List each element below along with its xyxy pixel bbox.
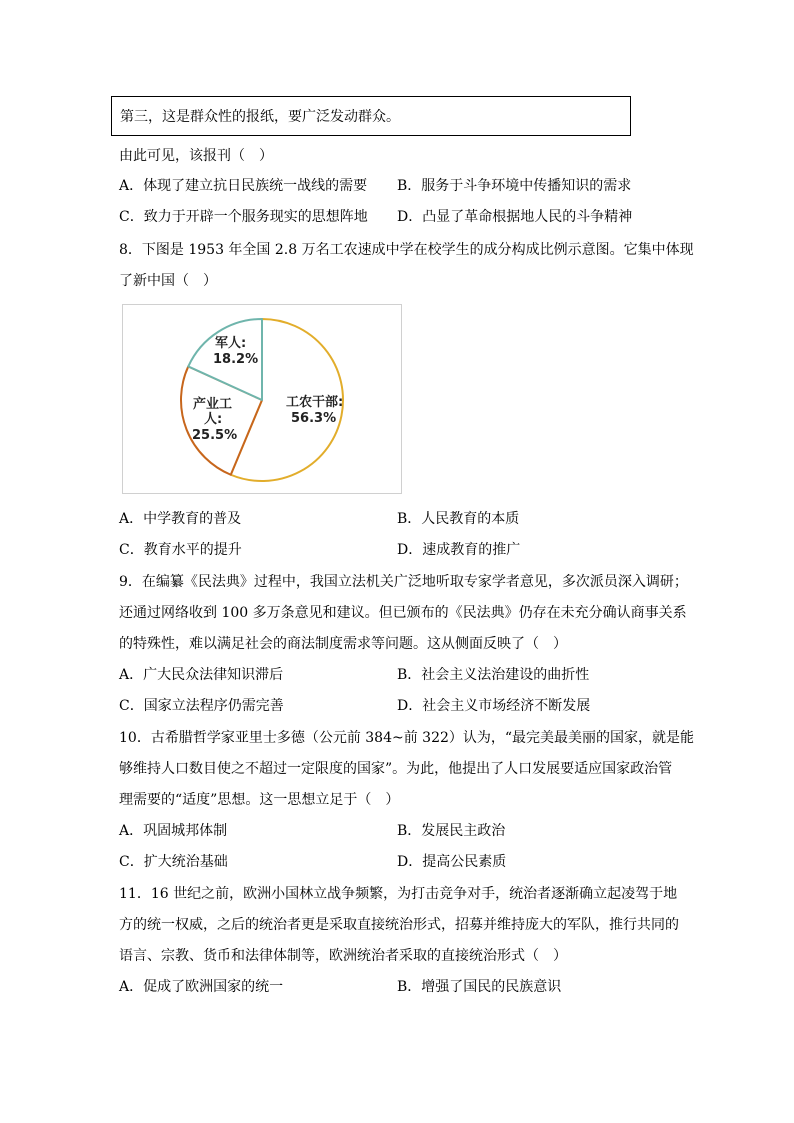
q7-option-b[interactable]: B．服务于斗争环境中传播知识的需求 xyxy=(397,178,632,194)
q7-stem-end: 由此可见，该报刊（ ） xyxy=(119,148,273,164)
q7-option-d[interactable]: D．凸显了革命根据地人民的斗争精神 xyxy=(397,209,633,225)
q9-option-c[interactable]: C．国家立法程序仍需完善 xyxy=(119,698,284,714)
q11-option-a[interactable]: A．促成了欧洲国家的统一 xyxy=(119,979,284,995)
q9-option-d[interactable]: D．社会主义市场经济不断发展 xyxy=(397,698,591,714)
slice-label-soldier-line2: 18.2% xyxy=(213,352,259,367)
slice-label-worker-line3: 25.5% xyxy=(192,428,238,443)
q9-option-b[interactable]: B．社会主义法治建设的曲折性 xyxy=(397,667,590,683)
slice-label-worker-line1: 产业工 xyxy=(193,397,233,412)
pie-chart xyxy=(123,305,401,493)
slice-label-cadre-line2: 56.3% xyxy=(291,411,337,426)
q8-option-b[interactable]: B．人民教育的本质 xyxy=(397,511,520,527)
q8-stem-line2: 了新中国（ ） xyxy=(119,273,217,289)
q10-option-c[interactable]: C．扩大统治基础 xyxy=(119,854,228,870)
q10-line2: 够维持人口数目使之不超过一定限度的国家”。为此，他提出了人口发展要适应国家政治管 xyxy=(119,761,673,777)
q9-line3: 的特殊性，难以满足社会的商法制度需求等问题。这从侧面反映了（ ） xyxy=(119,636,567,652)
q9-line1: 9．在编纂《民法典》过程中，我国立法机关广泛地听取专家学者意见，多次派员深入调研； xyxy=(119,574,688,590)
q8-stem-line1: 8．下图是 1953 年全国 2.8 万名工农速成中学在校学生的成分构成比例示意图。它集中体现 xyxy=(119,242,694,258)
q7-option-a[interactable]: A．体现了建立抗日民族统一战线的需要 xyxy=(119,178,368,194)
q9-option-a[interactable]: A．广大民众法律知识滞后 xyxy=(119,667,284,683)
slice-label-cadre-line1: 工农干部: xyxy=(286,395,344,410)
q11-line1: 11．16 世纪之前，欧洲小国林立战争频繁，为打击竞争对手，统治者逐渐确立起凌驾于地 xyxy=(119,886,678,902)
q10-line1: 10．古希腊哲学家亚里士多德（公元前 384~前 322）认为，“最完美最美丽的国家，就是能 xyxy=(119,730,695,746)
q11-option-b[interactable]: B．增强了国民的民族意识 xyxy=(397,979,562,995)
slice-label-soldier-line1: 军人: xyxy=(215,336,247,351)
quoted-text-box xyxy=(111,96,631,136)
q11-line2: 方的统一权威，之后的统治者更是采取直接统治形式，招募并维持庞大的军队，推行共同的 xyxy=(119,917,679,933)
slice-label-worker-line2: 人: xyxy=(204,412,223,427)
q10-line3: 理需要的“适度”思想。这一思想立足于（ ） xyxy=(119,792,400,808)
q10-option-b[interactable]: B．发展民主政治 xyxy=(397,823,506,839)
q8-option-d[interactable]: D．速成教育的推广 xyxy=(397,542,521,558)
q10-option-a[interactable]: A．巩固城邦体制 xyxy=(119,823,228,839)
quoted-text: 第三，这是群众性的报纸，要广泛发动群众。 xyxy=(120,109,400,125)
q10-option-d[interactable]: D．提高公民素质 xyxy=(397,854,507,870)
q7-option-c[interactable]: C．致力于开辟一个服务现实的思想阵地 xyxy=(119,209,368,225)
q8-option-a[interactable]: A．中学教育的普及 xyxy=(119,511,242,527)
pie-chart-frame xyxy=(122,304,402,494)
q11-line3: 语言、宗教、货币和法律体制等，欧洲统治者采取的直接统治形式（ ） xyxy=(119,948,567,964)
q8-option-c[interactable]: C．教育水平的提升 xyxy=(119,542,242,558)
q9-line2: 还通过网络收到 100 多万条意见和建议。但已颁布的《民法典》仍存在未充分确认商事关系 xyxy=(119,605,687,621)
